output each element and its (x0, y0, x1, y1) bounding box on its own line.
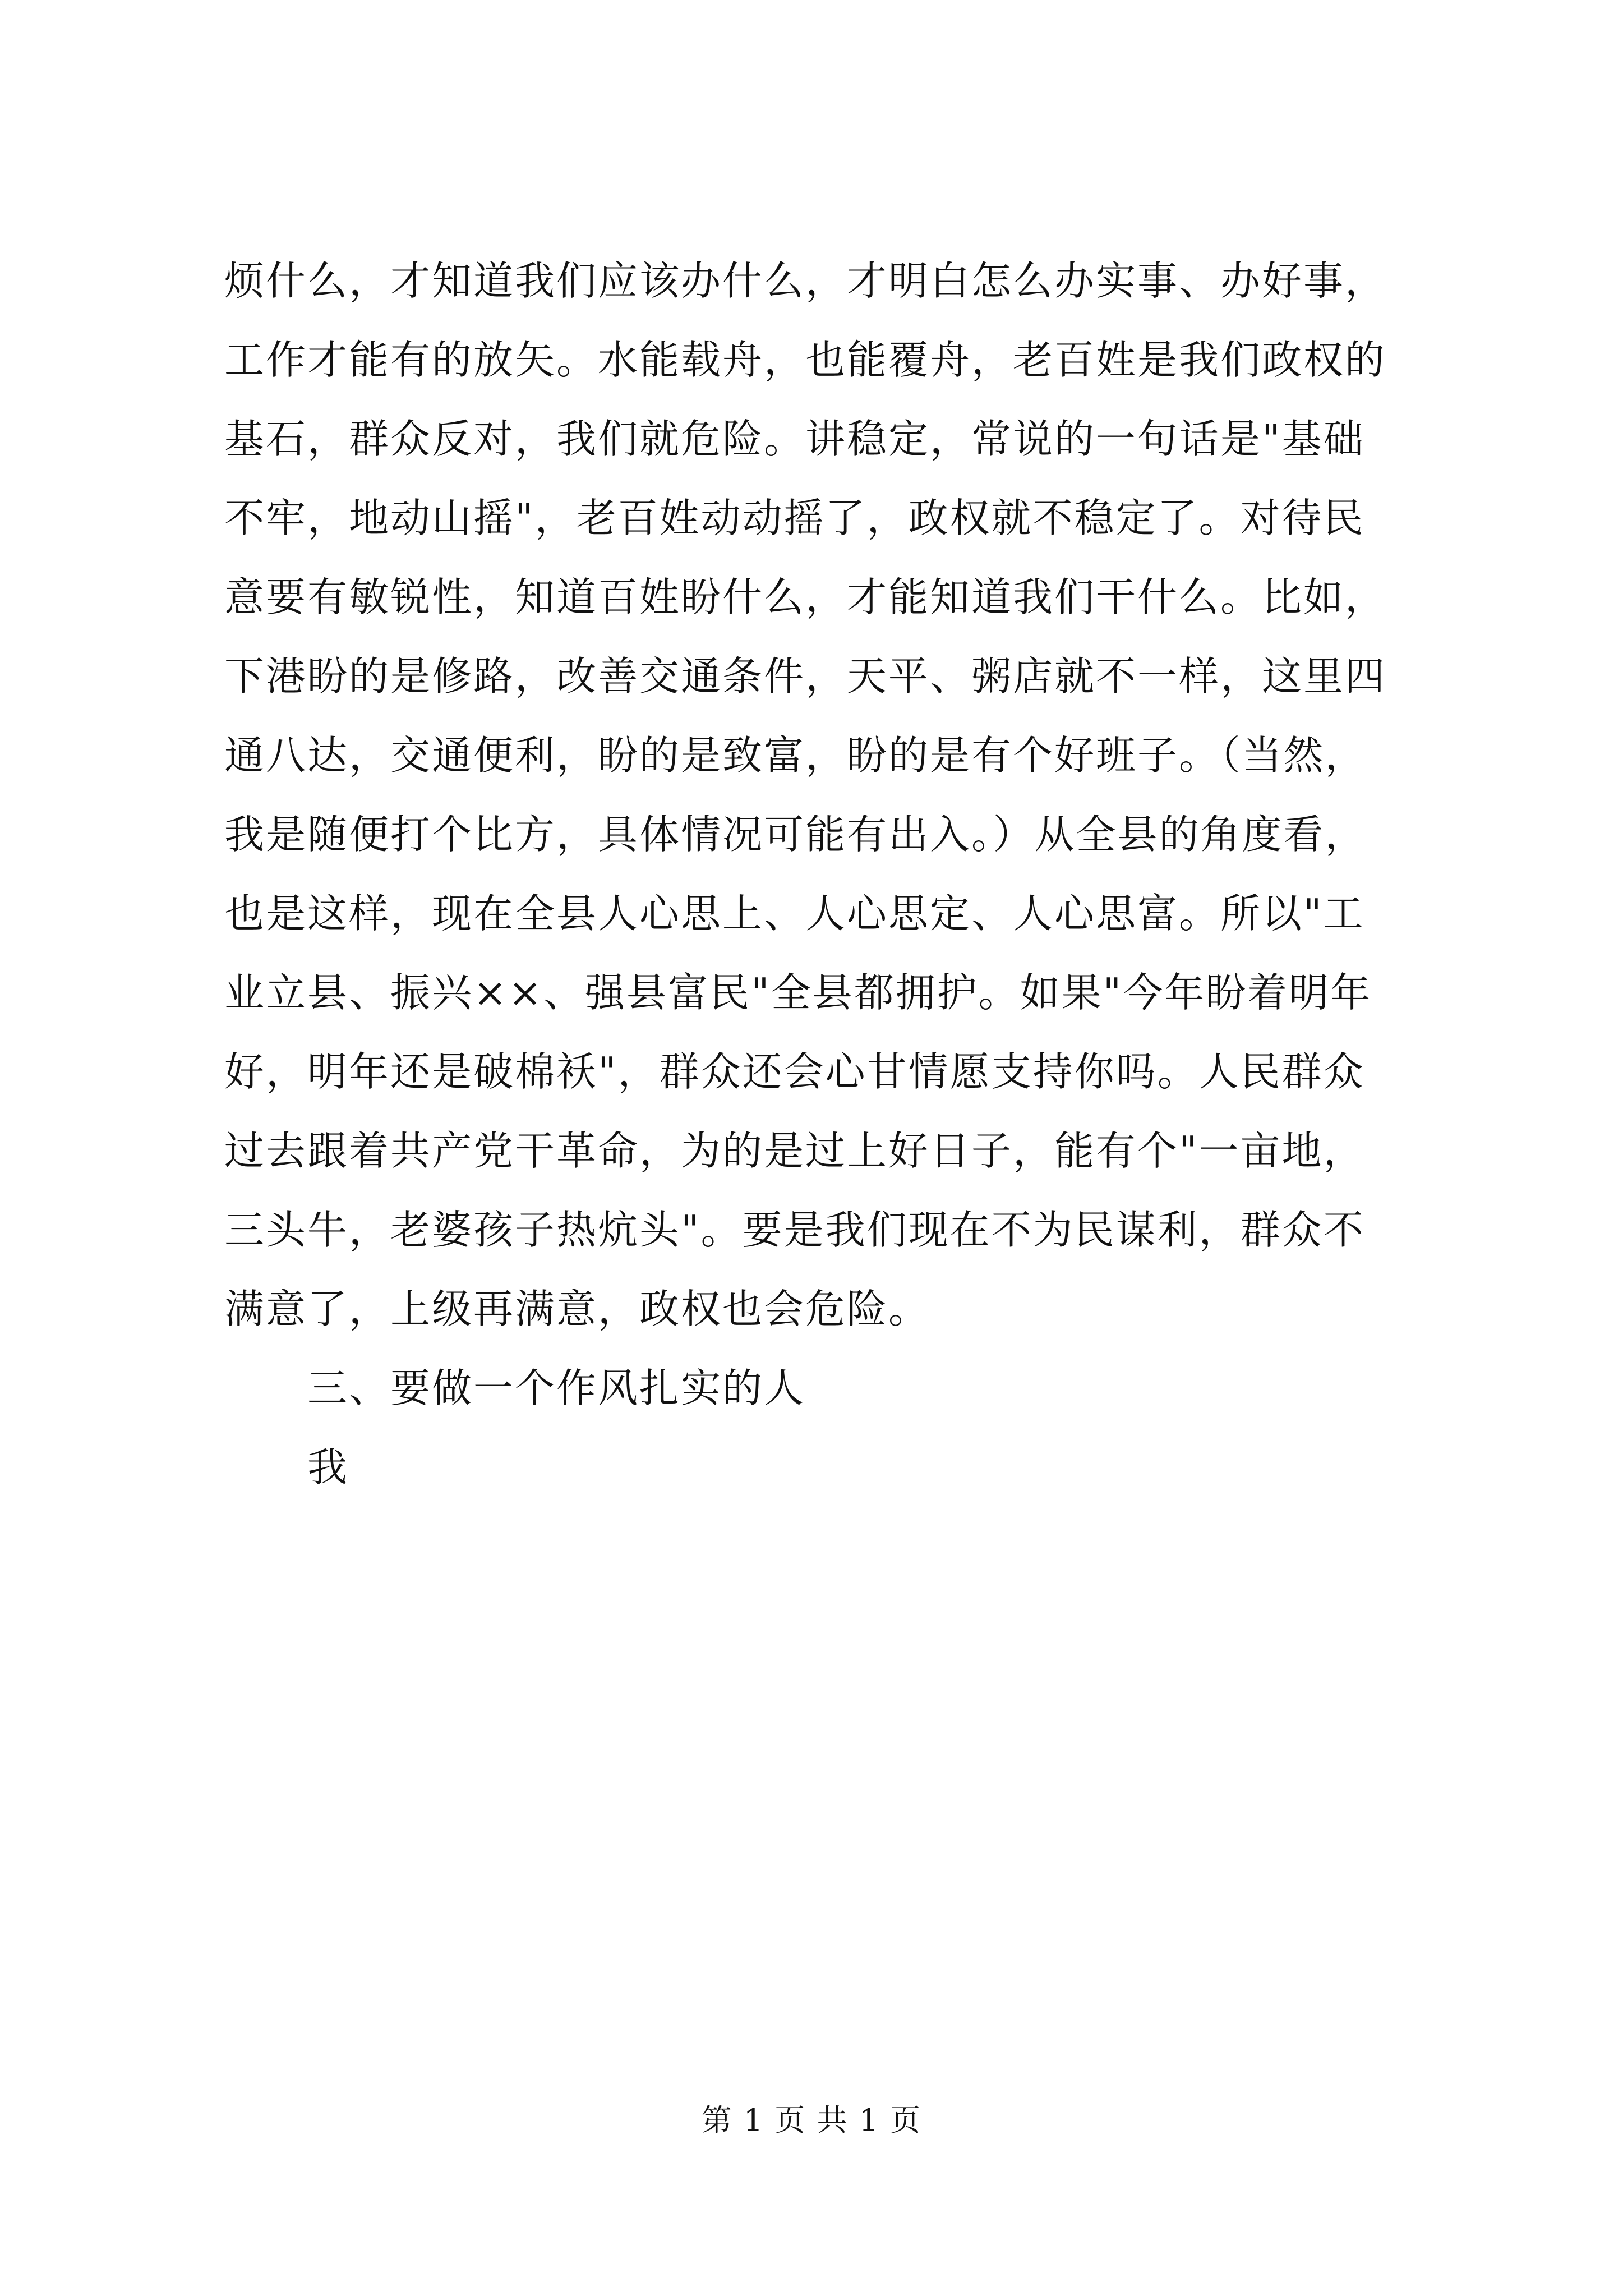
body-line: 三头牛，老婆孩子热炕头"。要是我们现在不为民谋利，群众不 (224, 1207, 1365, 1253)
body-line: 业立县、振兴××、强县富民"全县都拥护。如果"今年盼着明年 (224, 969, 1372, 1016)
body-line: 基石，群众反对，我们就危险。讲稳定，常说的一句话是"基础 (224, 416, 1365, 462)
body-line: 下港盼的是修路，改善交通条件，天平、粥店就不一样，这里四 (224, 653, 1387, 700)
body-line: 烦什么，才知道我们应该办什么，才明白怎么办实事、办好事， (224, 257, 1387, 304)
body-line: 通八达，交通便利，盼的是致富，盼的是有个好班子。（当然， (224, 732, 1367, 779)
body-line: 我是随便打个比方，具体情况可能有出入。）从全县的角度看， (224, 811, 1367, 858)
document-body (224, 241, 1408, 1507)
body-line: 意要有敏锐性，知道百姓盼什么，才能知道我们干什么。比如， (224, 574, 1387, 620)
body-line: 也是这样，现在全县人心思上、人心思定、人心思富。所以"工 (224, 890, 1365, 937)
page-number-footer: 第 1 页 共 1 页 (701, 2102, 922, 2138)
section-heading: 三、要做一个作风扎实的人 (307, 1365, 806, 1411)
body-line: 工作才能有的放矢。水能载舟，也能覆舟，老百姓是我们政权的 (224, 337, 1387, 383)
paragraph-fragment: 我 (307, 1444, 349, 1490)
body-line: 好，明年还是破棉袄"，群众还会心甘情愿支持你吗。人民群众 (224, 1048, 1365, 1095)
body-line: 不牢，地动山摇"，老百姓动动摇了，政权就不稳定了。对待民 (224, 495, 1365, 541)
body-line: 过去跟着共产党干革命，为的是过上好日子，能有个"一亩地， (224, 1128, 1365, 1174)
body-line: 满意了，上级再满意，政权也会危险。 (224, 1286, 930, 1332)
